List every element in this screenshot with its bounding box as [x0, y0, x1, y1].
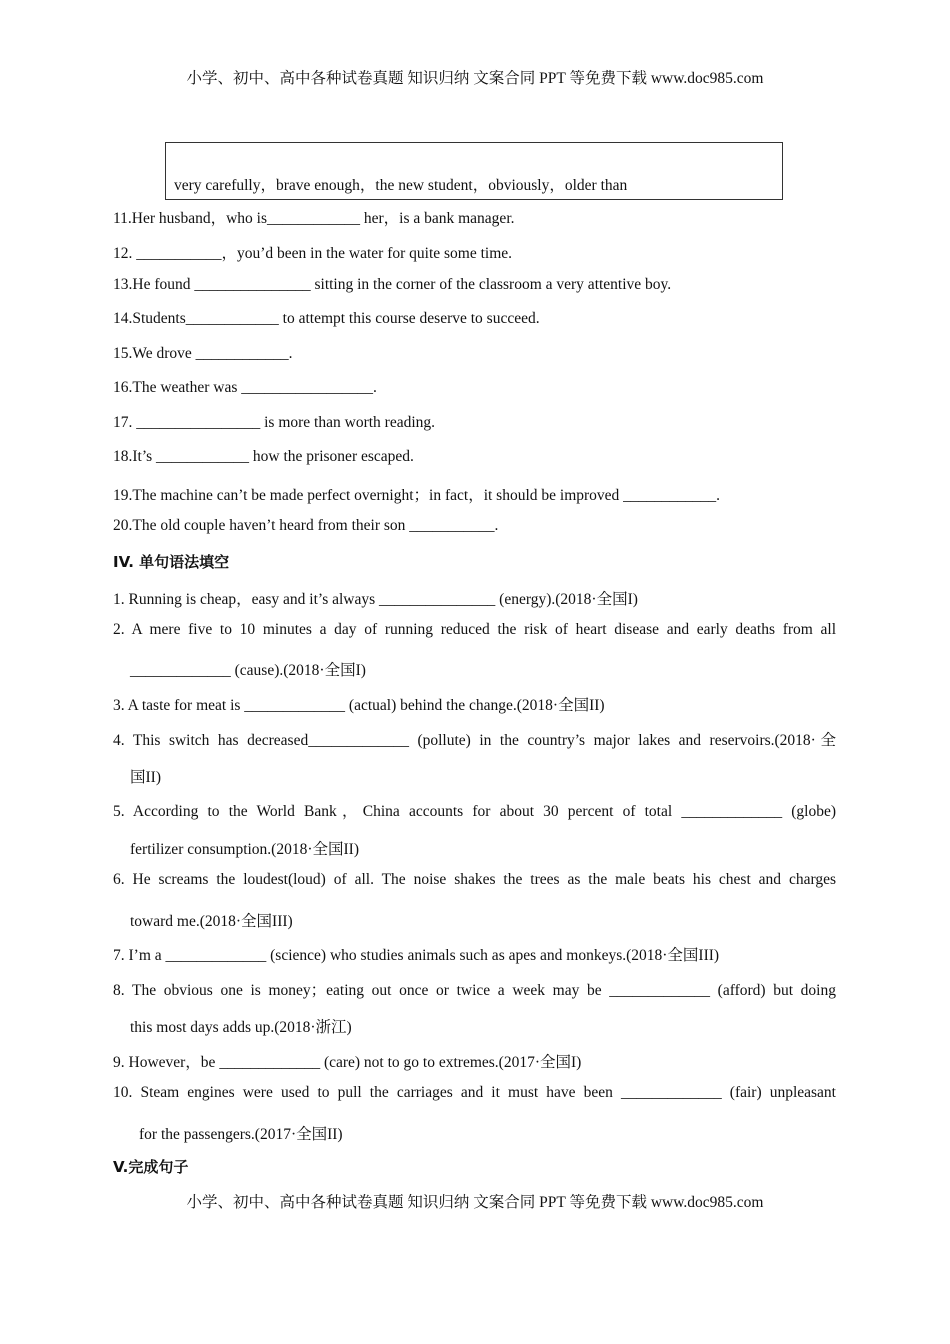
grammar-item-6-cont: toward me.(2018·全国III): [130, 913, 293, 930]
grammar-item-4-cont: 国II): [130, 769, 161, 786]
question-18: 18.It’s ____________ how the prisoner escaped.: [113, 448, 414, 465]
page-header: 小学、初中、高中各种试卷真题 知识归纳 文案合同 PPT 等免费下载 www.doc985.com: [186, 70, 764, 87]
grammar-item-1: 1. Running is cheap，easy and it’s always _______________ (energy).(2018·全国I): [113, 591, 638, 608]
grammar-item-4: 4. This switch has decreased_____________ (pollute) in the country’s major lakes and reservoirs.(2018·全: [113, 732, 836, 749]
page-footer: 小学、初中、高中各种试卷真题 知识归纳 文案合同 PPT 等免费下载 www.doc985.com: [186, 1194, 764, 1211]
question-16: 16.The weather was _________________.: [113, 379, 377, 396]
grammar-item-3: 3. A taste for meat is _____________ (actual) behind the change.(2018·全国II): [113, 697, 605, 714]
grammar-item-2: 2. A mere five to 10 minutes a day of running reduced the risk of heart disease and early deaths from all: [113, 621, 836, 638]
grammar-item-5: 5. According to the World Bank，China accounts for about 30 percent of total _____________ (globe): [113, 803, 836, 820]
question-15: 15.We drove ____________.: [113, 345, 293, 362]
question-12: 12. ___________，you’d been in the water for quite some time.: [113, 245, 513, 262]
section-v-heading: V.完成句子: [113, 1158, 189, 1176]
grammar-item-9: 9. However，be _____________ (care) not to go to extremes.(2017·全国I): [113, 1054, 582, 1071]
word-bank-box: [165, 142, 783, 200]
section-iv-heading: IV. 单句语法填空: [113, 553, 230, 571]
grammar-item-10: 10. Steam engines were used to pull the carriages and it must have been _____________ (fair) unpleasant: [113, 1084, 836, 1101]
grammar-item-6: 6. He screams the loudest(loud) of all. The noise shakes the trees as the male beats his chest and charges: [113, 871, 836, 888]
grammar-item-7: 7. I’m a _____________ (science) who studies animals such as apes and monkeys.(2018·全国III): [113, 947, 720, 964]
grammar-item-10-cont: for the passengers.(2017·全国II): [139, 1126, 343, 1143]
question-20: 20.The old couple haven’t heard from their son ___________.: [113, 517, 499, 534]
question-11: 11.Her husband，who is____________ her，is a bank manager.: [113, 210, 515, 227]
grammar-item-8: 8. The obvious one is money；eating out once or twice a week may be _____________ (afford) but doing: [113, 982, 836, 999]
grammar-item-5-cont: fertilizer consumption.(2018·全国II): [130, 841, 359, 858]
question-13: 13.He found _______________ sitting in the corner of the classroom a very attentive boy.: [113, 276, 672, 293]
question-14: 14.Students____________ to attempt this course deserve to succeed.: [113, 310, 540, 327]
question-19: 19.The machine can’t be made perfect overnight；in fact，it should be improved ____________.: [113, 487, 721, 504]
grammar-item-8-cont: this most days adds up.(2018·浙江): [130, 1019, 352, 1036]
grammar-item-2-cont: _____________ (cause).(2018·全国I): [130, 662, 366, 679]
word-bank-text: very carefully，brave enough，the new student，obviously，older than: [174, 177, 628, 194]
question-17: 17. ________________ is more than worth reading.: [113, 414, 436, 431]
